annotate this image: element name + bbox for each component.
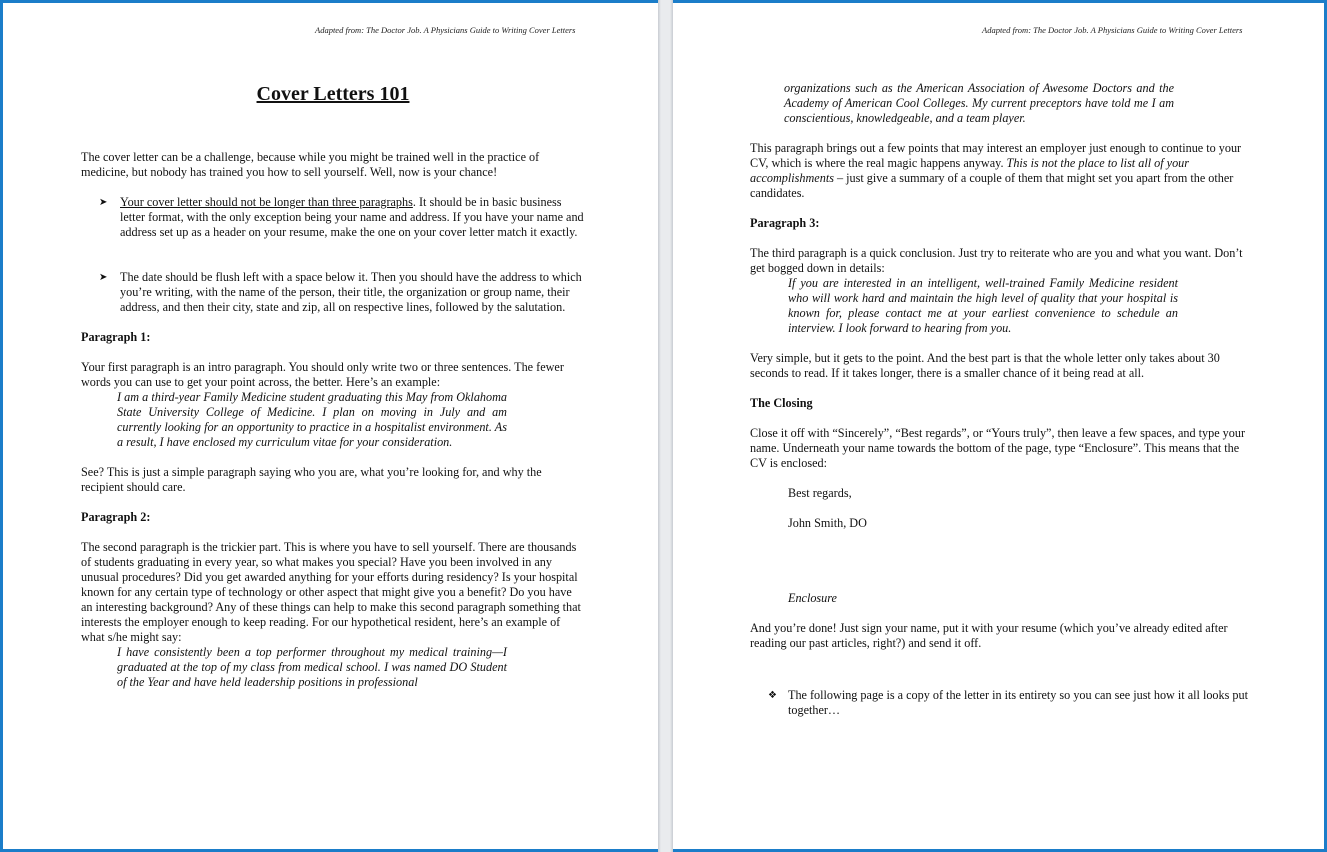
paragraph-3-text: The third paragraph is a quick conclusion. Just try to reiterate who are you and what you want. Don’t get bogged down in details: xyxy=(750,246,1243,275)
underlined-tip: Your cover letter should not be longer than three paragraphs xyxy=(120,195,413,209)
example-quote-1: I am a third-year Family Medicine student graduating this May from Oklahoma State University College of Medicine. I plan on moving in July and am currently looking for an opportunity to practice in a hospitalist environment. As a result, I have enclosed my curriculum vitae for your consideration. xyxy=(117,390,507,449)
closing-text: Close it off with “Sincerely”, “Best regards”, or “Yours truly”, then leave a few spaces, and type your name. Underneath your name towards the bottom of the page, type “Enclosure”. This means that the CV is enclosed: xyxy=(750,426,1246,470)
paragraph-2-heading: Paragraph 2: xyxy=(81,510,151,524)
document-title: Cover Letters 101 xyxy=(256,83,410,105)
signature-enclosure: Enclosure xyxy=(788,591,837,605)
closing-heading: The Closing xyxy=(750,396,813,410)
list-item xyxy=(81,270,585,315)
page-content xyxy=(750,81,1254,718)
done-paragraph: And you’re done! Just sign your name, put it with your resume (which you’ve already edited after reading our past articles, right?) and send it off. xyxy=(750,621,1228,650)
signature-name: John Smith, DO xyxy=(788,516,867,530)
paragraph-3-heading: Paragraph 3: xyxy=(750,216,820,230)
example-quote-2: I have consistently been a top performer throughout my medical training—I graduated at the top of my class from medical school. I was named DO Student of the Year and have held leadership positions in professional xyxy=(117,645,507,689)
explanation-paragraph xyxy=(750,141,1254,201)
explanation-text-end: – just give a summary of a couple of them that might set you apart from the other candidates. xyxy=(750,171,1234,200)
arrow-bullet-icon: ➤ xyxy=(99,197,108,208)
final-note-text: The following page is a copy of the letter in its entirety so you can see just how it all looks put together… xyxy=(788,688,1248,717)
intro-paragraph: The cover letter can be a challenge, because while you might be trained well in the practice of medicine, but nobody has trained you how to sell yourself. Well, now is your chance! xyxy=(81,150,540,179)
final-note xyxy=(750,688,1254,718)
diamond-bullet-icon: ❖ xyxy=(768,690,777,701)
paragraph-1-heading: Paragraph 1: xyxy=(81,330,151,344)
tip-text: . It should be in basic business letter format, with the only exception being your name and address. If you have your name and address set up as a header on your resume, make the one on your cover letter match it exactly. xyxy=(120,195,584,239)
explanation-emphasis: This is not the place to list all of your accomplishments xyxy=(750,156,1190,185)
page-header-text: Adapted from: The Doctor Job. A Physicians Guide to Writing Cover Letters xyxy=(315,25,576,35)
arrow-bullet-icon: ➤ xyxy=(99,272,108,283)
example-quote-2-continued: organizations such as the American Association of Awesome Doctors and the Academy of American Cool Colleges. My current preceptors have told me I am conscientious, knowledgeable, and a team player. xyxy=(784,81,1174,125)
paragraph-1-text: Your first paragraph is an intro paragraph. You should only write two or three sentences. The fewer words you can use to get your point across, the better. Here’s an example: xyxy=(81,360,564,389)
paragraph-1-after: See? This is just a simple paragraph saying who you are, what you’re looking for, and why the recipient should care. xyxy=(81,465,542,494)
page-gutter xyxy=(658,0,673,852)
tip-text: The date should be flush left with a space below it. Then you should have the address to which you’re writing, with the name of the person, their title, the organization or group name, their address, and then their city, state and zip, all on respective lines, followed by the salutation. xyxy=(120,270,582,314)
page-header-text: Adapted from: The Doctor Job. A Physicians Guide to Writing Cover Letters xyxy=(982,25,1243,35)
paragraph-3-after: Very simple, but it gets to the point. And the best part is that the whole letter only takes about 30 seconds to read. If it takes longer, there is a smaller chance of it being read at all. xyxy=(750,351,1220,380)
document-page-right xyxy=(673,3,1324,849)
tips-list xyxy=(81,195,585,315)
signature-regards: Best regards, xyxy=(788,486,852,500)
page-content xyxy=(81,81,585,690)
example-quote-3: If you are interested in an intelligent, well-trained Family Medicine resident who will work hard and maintain the high level of quality that your hospital is known for, please contact me at your earliest convenience to schedule an interview. I look forward to hearing from you. xyxy=(788,276,1178,335)
list-item xyxy=(81,195,585,240)
paragraph-2-text: The second paragraph is the trickier part. This is where you have to sell yourself. There are thousands of students graduating in every year, so what makes you special? Have you been involved in any unusual procedures? Did you get awarded anything for your efforts during residency? Is your hospital known for any certain type of technology or other aspect that might give you a benefit? Do you have an interesting background? Any of these things can help to make this second paragraph something that interests the employer enough to keep reading. For our hypothetical resident, here’s an example of what s/he might say: xyxy=(81,540,581,644)
document-page-left xyxy=(3,3,658,849)
explanation-text: This paragraph brings out a few points that may interest an employer just enough to continue to your CV, which is where the real magic happens anyway. xyxy=(750,141,1242,170)
